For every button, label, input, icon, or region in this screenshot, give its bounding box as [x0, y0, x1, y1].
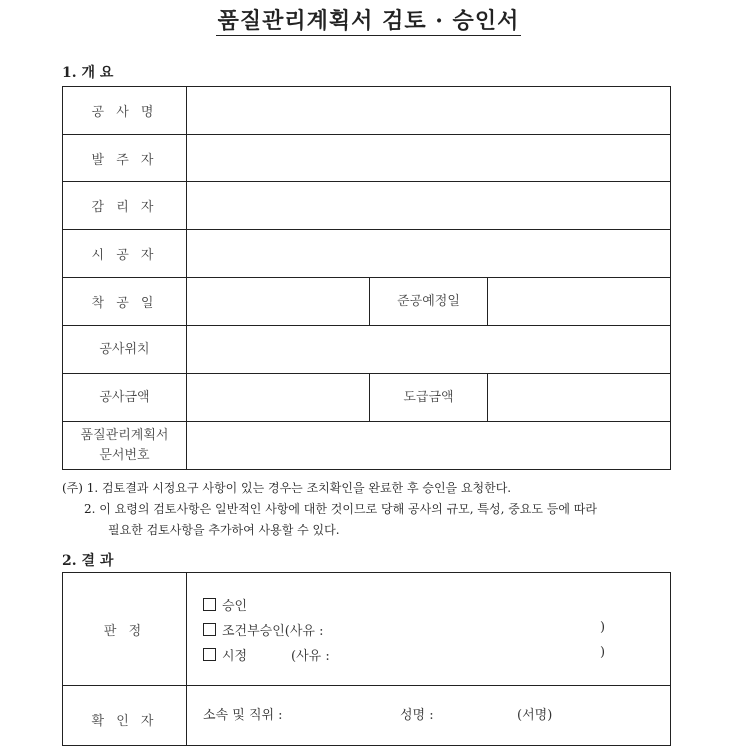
approve-label: 승인 [222, 599, 248, 614]
approve-checkbox[interactable] [203, 598, 216, 611]
label-doc-number [63, 422, 187, 470]
signer-affiliation-label: 소속 및 직위 : [203, 708, 283, 723]
document-title [0, 4, 737, 35]
conditional-label: 조건부승인(사유 : [222, 624, 324, 639]
label-doc-number-line2: 문서번호 [99, 447, 150, 463]
label-amount: 공사금액 [63, 374, 187, 422]
option-approve[interactable] [203, 595, 247, 614]
correction-close-paren: ) [600, 645, 606, 660]
supervisor-field[interactable] [187, 182, 671, 230]
label-signer: 확 인 자 [63, 686, 187, 746]
label-client: 발 주 자 [63, 135, 187, 182]
correction-label: 시정 [222, 649, 248, 664]
label-start-date: 착 공 일 [63, 278, 187, 326]
contractor-field[interactable] [187, 230, 671, 278]
correction-reason-label: (사유 : [291, 649, 330, 664]
signer-name-label: 성명 : [400, 708, 434, 723]
signer-cell [187, 686, 671, 746]
option-correction[interactable] [203, 645, 247, 664]
client-field[interactable] [187, 135, 671, 182]
label-contractor: 시 공 자 [63, 230, 187, 278]
correction-checkbox[interactable] [203, 648, 216, 661]
overview-table [62, 86, 671, 470]
option-conditional[interactable] [203, 620, 324, 639]
notes-block [62, 478, 682, 541]
contract-amount-field[interactable] [488, 374, 671, 422]
section-overview-heading: 1. 개 요 [62, 65, 114, 81]
conditional-checkbox[interactable] [203, 623, 216, 636]
document-title-text: 품질관리계획서 검토 · 승인서 [217, 8, 520, 34]
completion-date-field[interactable] [488, 278, 671, 326]
location-field[interactable] [187, 326, 671, 374]
label-supervisor: 감 리 자 [63, 182, 187, 230]
label-doc-number-line1: 품질관리계획서 [80, 427, 169, 443]
label-contract-amount: 도급금액 [370, 374, 488, 422]
note-line-2: 2. 이 요령의 검토사항은 일반적인 사항에 대한 것이므로 당해 공사의 규모, 특성, 중요도 등에 따라 [84, 502, 597, 516]
project-name-field[interactable] [187, 87, 671, 135]
result-table [62, 572, 671, 746]
amount-field[interactable] [187, 374, 370, 422]
label-judgment: 판 정 [63, 573, 187, 686]
start-date-field[interactable] [187, 278, 370, 326]
note-line-3: 필요한 검토사항을 추가하여 사용할 수 있다. [108, 523, 340, 537]
judgment-options [187, 573, 671, 686]
label-project-name: 공 사 명 [63, 87, 187, 135]
conditional-close-paren: ) [600, 620, 606, 635]
note-line-1: (주) 1. 검토결과 시정요구 사항이 있는 경우는 조치확인을 완료한 후 승인을 요청한다. [62, 481, 512, 495]
label-completion-date: 준공예정일 [370, 278, 488, 326]
section-result-heading: 2. 결 과 [62, 553, 114, 569]
label-location: 공사위치 [63, 326, 187, 374]
signer-signature-label: (서명) [517, 708, 553, 723]
doc-number-field[interactable] [187, 422, 671, 470]
